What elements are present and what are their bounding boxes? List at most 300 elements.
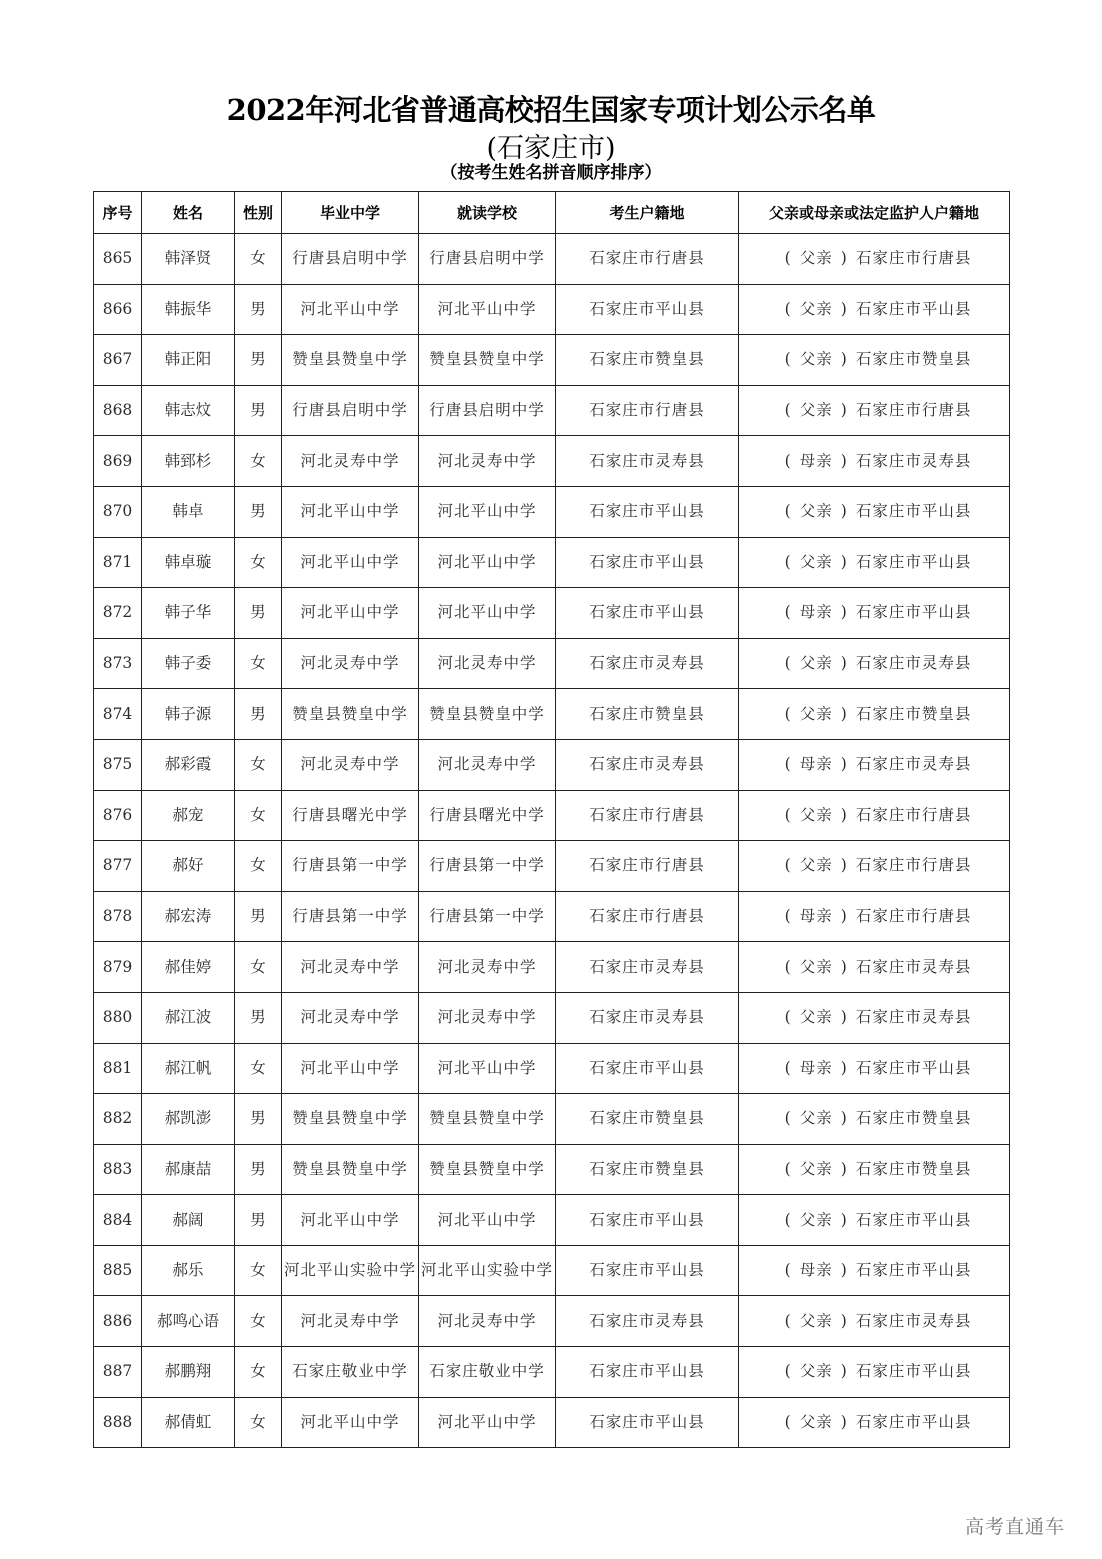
guardian-relation: 父亲	[799, 401, 833, 420]
guardian-hukou-value: 石家庄市平山县	[855, 299, 972, 318]
paren-open: (	[784, 907, 792, 926]
cell-no: 871	[94, 537, 142, 588]
guardian-hukou-value: 石家庄市平山县	[855, 1412, 972, 1431]
cell-current-school: 赞皇县赞皇中学	[419, 1094, 556, 1145]
guardian-relation: 母亲	[799, 451, 833, 470]
cell-name: 郝江帆	[142, 1043, 235, 1094]
cell-gender: 男	[235, 284, 282, 335]
cell-guardian-hukou	[739, 891, 1010, 942]
table-row	[94, 1043, 1010, 1094]
cell-gender: 女	[235, 1245, 282, 1296]
guardian-relation: 父亲	[799, 1210, 833, 1229]
cell-hukou: 石家庄市平山县	[556, 284, 739, 335]
cell-current-school: 河北灵寿中学	[419, 638, 556, 689]
cell-no: 866	[94, 284, 142, 335]
cell-no: 868	[94, 385, 142, 436]
guardian-relation: 父亲	[799, 805, 833, 824]
guardian-hukou-value: 石家庄市平山县	[855, 1261, 972, 1280]
cell-grad-school: 石家庄敬业中学	[282, 1347, 419, 1398]
paren-open: (	[784, 805, 792, 824]
cell-gender: 女	[235, 537, 282, 588]
cell-grad-school: 赞皇县赞皇中学	[282, 689, 419, 740]
cell-hukou: 石家庄市平山县	[556, 1245, 739, 1296]
paren-open: (	[784, 1210, 792, 1229]
cell-guardian-hukou	[739, 841, 1010, 892]
cell-hukou: 石家庄市平山县	[556, 537, 739, 588]
guardian-relation: 父亲	[799, 704, 833, 723]
table-row	[94, 1245, 1010, 1296]
paren-open: (	[784, 957, 792, 976]
guardian-relation: 父亲	[799, 856, 833, 875]
cell-gender: 男	[235, 486, 282, 537]
cell-gender: 男	[235, 385, 282, 436]
cell-hukou: 石家庄市赞皇县	[556, 335, 739, 386]
header-grad-school: 毕业中学	[282, 192, 419, 234]
cell-gender: 男	[235, 1195, 282, 1246]
document-title: 2022年河北省普通高校招生国家专项计划公示名单	[226, 93, 876, 127]
cell-guardian-hukou	[739, 1296, 1010, 1347]
guardian-relation: 父亲	[799, 249, 833, 268]
cell-guardian-hukou	[739, 638, 1010, 689]
cell-hukou: 石家庄市赞皇县	[556, 689, 739, 740]
cell-name: 韩志炆	[142, 385, 235, 436]
cell-no: 885	[94, 1245, 142, 1296]
paren-close: )	[840, 299, 848, 318]
paren-close: )	[840, 401, 848, 420]
guardian-relation: 母亲	[799, 1058, 833, 1077]
paren-open: (	[784, 1362, 792, 1381]
table-row	[94, 841, 1010, 892]
paren-open: (	[784, 1058, 792, 1077]
cell-current-school: 行唐县第一中学	[419, 891, 556, 942]
cell-name: 韩子源	[142, 689, 235, 740]
cell-gender: 女	[235, 1296, 282, 1347]
watermark-text: 高考直通车	[965, 1516, 1066, 1538]
cell-no: 872	[94, 588, 142, 639]
cell-hukou: 石家庄市行唐县	[556, 790, 739, 841]
cell-guardian-hukou	[739, 1043, 1010, 1094]
cell-grad-school: 行唐县第一中学	[282, 841, 419, 892]
paren-close: )	[840, 1159, 848, 1178]
table-row	[94, 1347, 1010, 1398]
cell-guardian-hukou	[739, 1397, 1010, 1448]
cell-grad-school: 河北平山实验中学	[282, 1245, 419, 1296]
cell-gender: 男	[235, 588, 282, 639]
table-row	[94, 486, 1010, 537]
guardian-hukou-value: 石家庄市灵寿县	[855, 451, 972, 470]
table-row	[94, 1195, 1010, 1246]
cell-hukou: 石家庄市灵寿县	[556, 992, 739, 1043]
cell-hukou: 石家庄市平山县	[556, 1195, 739, 1246]
guardian-hukou-value: 石家庄市灵寿县	[855, 654, 972, 673]
cell-current-school: 河北平山中学	[419, 1195, 556, 1246]
paren-close: )	[840, 451, 848, 470]
guardian-hukou-value: 石家庄市赞皇县	[855, 1159, 972, 1178]
paren-open: (	[784, 1008, 792, 1027]
cell-no: 874	[94, 689, 142, 740]
table-row	[94, 689, 1010, 740]
cell-name: 韩子华	[142, 588, 235, 639]
guardian-hukou-value: 石家庄市赞皇县	[855, 704, 972, 723]
cell-gender: 女	[235, 790, 282, 841]
paren-open: (	[784, 249, 792, 268]
guardian-hukou-value: 石家庄市赞皇县	[855, 350, 972, 369]
cell-gender: 女	[235, 1043, 282, 1094]
cell-grad-school: 河北灵寿中学	[282, 638, 419, 689]
paren-close: )	[840, 1311, 848, 1330]
cell-name: 韩正阳	[142, 335, 235, 386]
guardian-hukou-value: 石家庄市平山县	[855, 502, 972, 521]
cell-hukou: 石家庄市行唐县	[556, 891, 739, 942]
cell-gender: 女	[235, 638, 282, 689]
cell-guardian-hukou	[739, 284, 1010, 335]
cell-no: 873	[94, 638, 142, 689]
cell-grad-school: 河北平山中学	[282, 486, 419, 537]
table-row	[94, 588, 1010, 639]
cell-current-school: 河北平山中学	[419, 284, 556, 335]
guardian-relation: 父亲	[799, 1311, 833, 1330]
cell-name: 韩卓	[142, 486, 235, 537]
cell-guardian-hukou	[739, 790, 1010, 841]
cell-hukou: 石家庄市赞皇县	[556, 1094, 739, 1145]
cell-name: 韩子委	[142, 638, 235, 689]
cell-grad-school: 河北平山中学	[282, 1043, 419, 1094]
cell-gender: 女	[235, 841, 282, 892]
cell-guardian-hukou	[739, 588, 1010, 639]
document-sort-note: （按考生姓名拼音顺序排序）	[440, 163, 662, 183]
cell-current-school: 河北平山中学	[419, 1397, 556, 1448]
paren-open: (	[784, 401, 792, 420]
cell-hukou: 石家庄市灵寿县	[556, 942, 739, 993]
cell-guardian-hukou	[739, 436, 1010, 487]
cell-no: 880	[94, 992, 142, 1043]
cell-current-school: 行唐县启明中学	[419, 234, 556, 285]
cell-gender: 女	[235, 942, 282, 993]
table-row	[94, 891, 1010, 942]
paren-close: )	[840, 907, 848, 926]
cell-guardian-hukou	[739, 689, 1010, 740]
guardian-relation: 母亲	[799, 755, 833, 774]
guardian-hukou-value: 石家庄市行唐县	[855, 805, 972, 824]
paren-close: )	[840, 755, 848, 774]
cell-hukou: 石家庄市平山县	[556, 1397, 739, 1448]
cell-grad-school: 河北平山中学	[282, 537, 419, 588]
cell-name: 韩卓璇	[142, 537, 235, 588]
cell-name: 郝乐	[142, 1245, 235, 1296]
guardian-hukou-value: 石家庄市平山县	[855, 1362, 972, 1381]
cell-current-school: 行唐县曙光中学	[419, 790, 556, 841]
cell-no: 887	[94, 1347, 142, 1398]
cell-no: 869	[94, 436, 142, 487]
paren-open: (	[784, 350, 792, 369]
paren-close: )	[840, 704, 848, 723]
paren-close: )	[840, 603, 848, 622]
cell-name: 郝江波	[142, 992, 235, 1043]
guardian-hukou-value: 石家庄市灵寿县	[855, 1008, 972, 1027]
cell-no: 886	[94, 1296, 142, 1347]
cell-guardian-hukou	[739, 1195, 1010, 1246]
cell-current-school: 河北平山实验中学	[419, 1245, 556, 1296]
cell-guardian-hukou	[739, 1144, 1010, 1195]
cell-name: 郝鹏翔	[142, 1347, 235, 1398]
paren-close: )	[840, 1008, 848, 1027]
cell-current-school: 赞皇县赞皇中学	[419, 1144, 556, 1195]
guardian-relation: 父亲	[799, 1159, 833, 1178]
guardian-hukou-value: 石家庄市行唐县	[855, 856, 972, 875]
paren-close: )	[840, 1109, 848, 1128]
cell-grad-school: 河北平山中学	[282, 284, 419, 335]
cell-name: 郝阔	[142, 1195, 235, 1246]
cell-no: 877	[94, 841, 142, 892]
paren-open: (	[784, 1311, 792, 1330]
table-row	[94, 234, 1010, 285]
cell-grad-school: 河北灵寿中学	[282, 992, 419, 1043]
cell-name: 韩泽贤	[142, 234, 235, 285]
table-row	[94, 1094, 1010, 1145]
cell-guardian-hukou	[739, 992, 1010, 1043]
cell-name: 郝佳婷	[142, 942, 235, 993]
table-header-row	[94, 192, 1010, 234]
paren-open: (	[784, 502, 792, 521]
cell-gender: 男	[235, 891, 282, 942]
cell-current-school: 河北平山中学	[419, 486, 556, 537]
cell-current-school: 行唐县第一中学	[419, 841, 556, 892]
paren-open: (	[784, 299, 792, 318]
paren-close: )	[840, 502, 848, 521]
cell-gender: 女	[235, 234, 282, 285]
cell-gender: 男	[235, 1094, 282, 1145]
cell-no: 881	[94, 1043, 142, 1094]
table-row	[94, 1296, 1010, 1347]
cell-grad-school: 河北灵寿中学	[282, 739, 419, 790]
guardian-relation: 母亲	[799, 907, 833, 926]
cell-name: 韩振华	[142, 284, 235, 335]
cell-no: 884	[94, 1195, 142, 1246]
paren-open: (	[784, 1261, 792, 1280]
cell-name: 郝鸣心语	[142, 1296, 235, 1347]
table-body	[94, 234, 1010, 1448]
paren-open: (	[784, 1109, 792, 1128]
cell-current-school: 河北灵寿中学	[419, 1296, 556, 1347]
cell-name: 郝康喆	[142, 1144, 235, 1195]
cell-name: 韩郅杉	[142, 436, 235, 487]
paren-close: )	[840, 1261, 848, 1280]
cell-name: 郝好	[142, 841, 235, 892]
cell-current-school: 行唐县启明中学	[419, 385, 556, 436]
header-guardian-hukou: 父亲或母亲或法定监护人户籍地	[739, 192, 1010, 234]
cell-current-school: 赞皇县赞皇中学	[419, 335, 556, 386]
cell-guardian-hukou	[739, 1094, 1010, 1145]
cell-guardian-hukou	[739, 1245, 1010, 1296]
cell-grad-school: 河北灵寿中学	[282, 942, 419, 993]
cell-gender: 女	[235, 1347, 282, 1398]
cell-hukou: 石家庄市行唐县	[556, 385, 739, 436]
table-row	[94, 1144, 1010, 1195]
cell-guardian-hukou	[739, 1347, 1010, 1398]
table-row	[94, 942, 1010, 993]
guardian-relation: 父亲	[799, 350, 833, 369]
cell-grad-school: 行唐县启明中学	[282, 385, 419, 436]
guardian-hukou-value: 石家庄市平山县	[855, 1058, 972, 1077]
cell-gender: 男	[235, 335, 282, 386]
cell-guardian-hukou	[739, 537, 1010, 588]
cell-no: 867	[94, 335, 142, 386]
paren-open: (	[784, 552, 792, 571]
cell-no: 875	[94, 739, 142, 790]
cell-guardian-hukou	[739, 486, 1010, 537]
cell-gender: 女	[235, 1397, 282, 1448]
paren-close: )	[840, 957, 848, 976]
paren-close: )	[840, 350, 848, 369]
cell-current-school: 河北灵寿中学	[419, 739, 556, 790]
cell-name: 郝凯澎	[142, 1094, 235, 1145]
roster-table	[93, 191, 1010, 1448]
paren-close: )	[840, 1210, 848, 1229]
paren-open: (	[784, 654, 792, 673]
cell-hukou: 石家庄市灵寿县	[556, 739, 739, 790]
cell-hukou: 石家庄市行唐县	[556, 234, 739, 285]
table-row	[94, 537, 1010, 588]
cell-no: 870	[94, 486, 142, 537]
cell-guardian-hukou	[739, 335, 1010, 386]
cell-hukou: 石家庄市灵寿县	[556, 436, 739, 487]
cell-grad-school: 河北灵寿中学	[282, 1296, 419, 1347]
cell-hukou: 石家庄市灵寿县	[556, 1296, 739, 1347]
guardian-hukou-value: 石家庄市行唐县	[855, 907, 972, 926]
guardian-hukou-value: 石家庄市灵寿县	[855, 755, 972, 774]
header-current-school: 就读学校	[419, 192, 556, 234]
guardian-relation: 父亲	[799, 502, 833, 521]
cell-current-school: 河北平山中学	[419, 1043, 556, 1094]
cell-grad-school: 行唐县曙光中学	[282, 790, 419, 841]
guardian-relation: 父亲	[799, 654, 833, 673]
cell-gender: 男	[235, 992, 282, 1043]
guardian-hukou-value: 石家庄市赞皇县	[855, 1109, 972, 1128]
cell-name: 郝宠	[142, 790, 235, 841]
cell-gender: 女	[235, 436, 282, 487]
cell-current-school: 河北灵寿中学	[419, 992, 556, 1043]
document-subtitle: (石家庄市)	[486, 133, 616, 164]
paren-close: )	[840, 1058, 848, 1077]
cell-grad-school: 河北平山中学	[282, 588, 419, 639]
cell-grad-school: 河北灵寿中学	[282, 436, 419, 487]
cell-current-school: 河北平山中学	[419, 588, 556, 639]
guardian-relation: 母亲	[799, 603, 833, 622]
table-row	[94, 385, 1010, 436]
header-name: 姓名	[142, 192, 235, 234]
guardian-hukou-value: 石家庄市平山县	[855, 552, 972, 571]
cell-gender: 女	[235, 739, 282, 790]
cell-no: 879	[94, 942, 142, 993]
guardian-hukou-value: 石家庄市灵寿县	[855, 957, 972, 976]
guardian-hukou-value: 石家庄市平山县	[855, 1210, 972, 1229]
paren-close: )	[840, 856, 848, 875]
cell-no: 882	[94, 1094, 142, 1145]
guardian-relation: 父亲	[799, 957, 833, 976]
cell-no: 865	[94, 234, 142, 285]
paren-close: )	[840, 249, 848, 268]
header-hukou: 考生户籍地	[556, 192, 739, 234]
cell-current-school: 河北灵寿中学	[419, 436, 556, 487]
cell-grad-school: 行唐县第一中学	[282, 891, 419, 942]
guardian-hukou-value: 石家庄市平山县	[855, 603, 972, 622]
cell-grad-school: 河北平山中学	[282, 1195, 419, 1246]
cell-guardian-hukou	[739, 739, 1010, 790]
guardian-relation: 父亲	[799, 1109, 833, 1128]
guardian-relation: 父亲	[799, 299, 833, 318]
table-row	[94, 1397, 1010, 1448]
table-row	[94, 790, 1010, 841]
cell-gender: 男	[235, 1144, 282, 1195]
paren-open: (	[784, 603, 792, 622]
guardian-relation: 父亲	[799, 1008, 833, 1027]
cell-guardian-hukou	[739, 234, 1010, 285]
cell-no: 876	[94, 790, 142, 841]
cell-hukou: 石家庄市平山县	[556, 1347, 739, 1398]
table-row	[94, 992, 1010, 1043]
cell-hukou: 石家庄市平山县	[556, 1043, 739, 1094]
table-row	[94, 638, 1010, 689]
header-no: 序号	[94, 192, 142, 234]
paren-open: (	[784, 1412, 792, 1431]
cell-gender: 男	[235, 689, 282, 740]
table-row	[94, 284, 1010, 335]
cell-grad-school: 赞皇县赞皇中学	[282, 335, 419, 386]
guardian-relation: 父亲	[799, 552, 833, 571]
paren-open: (	[784, 451, 792, 470]
cell-grad-school: 赞皇县赞皇中学	[282, 1094, 419, 1145]
cell-no: 878	[94, 891, 142, 942]
cell-current-school: 赞皇县赞皇中学	[419, 689, 556, 740]
cell-grad-school: 河北平山中学	[282, 1397, 419, 1448]
cell-current-school: 石家庄敬业中学	[419, 1347, 556, 1398]
table-row	[94, 739, 1010, 790]
guardian-hukou-value: 石家庄市行唐县	[855, 249, 972, 268]
cell-no: 888	[94, 1397, 142, 1448]
cell-name: 郝宏涛	[142, 891, 235, 942]
paren-open: (	[784, 704, 792, 723]
header-gender: 性别	[235, 192, 282, 234]
cell-name: 郝彩霞	[142, 739, 235, 790]
guardian-relation: 父亲	[799, 1362, 833, 1381]
cell-guardian-hukou	[739, 942, 1010, 993]
guardian-relation: 母亲	[799, 1261, 833, 1280]
cell-hukou: 石家庄市行唐县	[556, 841, 739, 892]
cell-name: 郝倩虹	[142, 1397, 235, 1448]
paren-close: )	[840, 1362, 848, 1381]
guardian-hukou-value: 石家庄市灵寿县	[855, 1311, 972, 1330]
cell-grad-school: 赞皇县赞皇中学	[282, 1144, 419, 1195]
cell-hukou: 石家庄市灵寿县	[556, 638, 739, 689]
table-row	[94, 335, 1010, 386]
paren-close: )	[840, 552, 848, 571]
cell-grad-school: 行唐县启明中学	[282, 234, 419, 285]
cell-no: 883	[94, 1144, 142, 1195]
paren-open: (	[784, 755, 792, 774]
guardian-relation: 父亲	[799, 1412, 833, 1431]
cell-current-school: 河北灵寿中学	[419, 942, 556, 993]
guardian-hukou-value: 石家庄市行唐县	[855, 401, 972, 420]
cell-current-school: 河北平山中学	[419, 537, 556, 588]
paren-close: )	[840, 1412, 848, 1431]
table-row	[94, 436, 1010, 487]
paren-close: )	[840, 805, 848, 824]
cell-hukou: 石家庄市赞皇县	[556, 1144, 739, 1195]
cell-guardian-hukou	[739, 385, 1010, 436]
cell-hukou: 石家庄市平山县	[556, 486, 739, 537]
paren-open: (	[784, 856, 792, 875]
paren-close: )	[840, 654, 848, 673]
